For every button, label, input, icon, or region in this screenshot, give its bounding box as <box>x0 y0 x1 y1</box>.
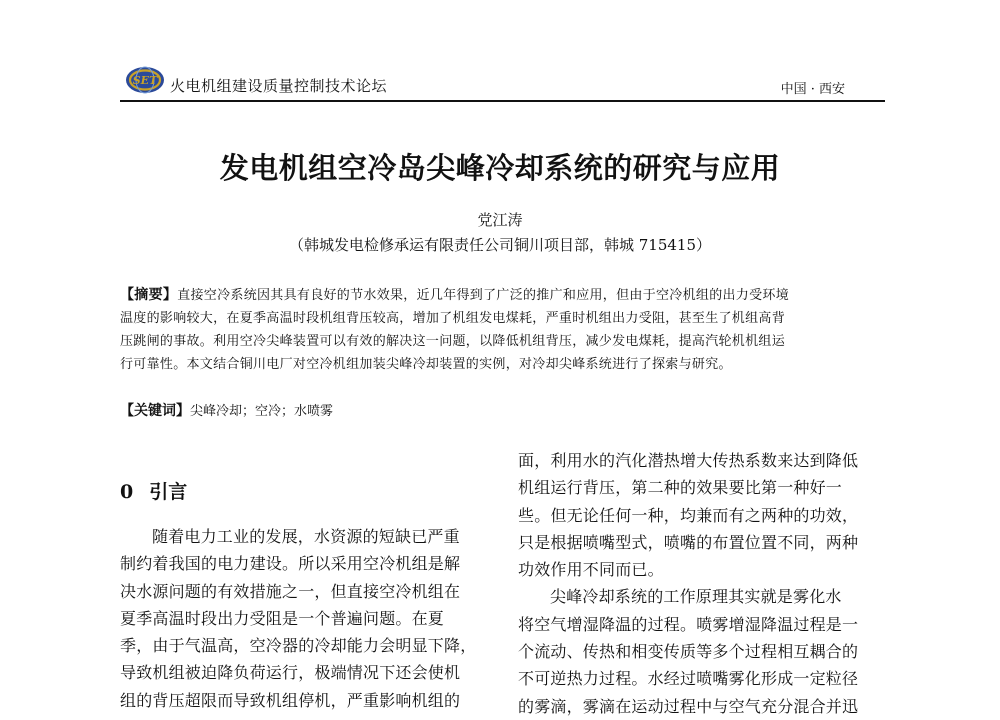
keywords <box>120 400 885 420</box>
body-line: 组的背压超限而导致机组停机，严重影响机组的 <box>120 690 461 710</box>
body-line: 制约着我国的电力建设。所以采用空冷机组是解 <box>120 554 461 574</box>
abstract-text: 直接空冷系统因其具有良好的节水效果，近几年得到了广泛的推广和应用，但由于空冷机组的出力受环境 <box>177 288 790 303</box>
section-number: 0 <box>120 481 134 503</box>
header-rule <box>120 100 885 102</box>
section-title: 引言 <box>149 481 188 503</box>
page-header <box>120 62 885 106</box>
body-line: 夏季高温时段出力受阻是一个普遍问题。在夏 <box>120 608 445 628</box>
author-name: 党江涛 <box>477 211 523 229</box>
abstract <box>120 284 885 376</box>
abstract-line: 温度的影响较大，在夏季高温时段机组背压较高，增加了机组发电煤耗，严重时机组出力受阻，甚至生了机组高背 <box>120 311 786 326</box>
body-line: 的雾滴，雾滴在运动过程中与空气充分混合并迅 <box>518 696 859 716</box>
right-column <box>518 447 883 720</box>
abstract-label: 【摘要】 <box>120 287 178 303</box>
body-line: 个流动、传热和相变传质等多个过程相互耦合的 <box>518 642 859 662</box>
conference-logo-icon <box>125 66 165 94</box>
svg-text:SET: SET <box>132 74 158 87</box>
body-line: 季，由于气温高，空冷器的冷却能力会明显下降， <box>120 636 477 656</box>
keywords-text: 尖峰冷却；空冷；水喷雾 <box>190 404 334 419</box>
section-heading <box>120 477 187 504</box>
body-line: 将空气增湿降温的过程。喷雾增湿降温过程是一 <box>518 614 859 634</box>
body-line: 只是根据喷嘴型式，喷嘴的布置位置不同，两种 <box>518 532 859 552</box>
abstract-line <box>120 284 885 307</box>
left-column <box>120 523 485 714</box>
paper-title: 发电机组空冷岛尖峰冷却系统的研究与应用 <box>219 151 781 185</box>
body-line: 导致机组被迫降负荷运行，极端情况下还会使机 <box>120 663 461 683</box>
abstract-line: 行可靠性。本文结合铜川电厂对空冷机组加装尖峰冷却装置的实例，对冷却尖峰系统进行了探索与研究。 <box>120 357 732 372</box>
body-line: 决水源问题的有效措施之一，但直接空冷机组在 <box>120 581 461 601</box>
body-line: 功效作用不同而已。 <box>518 560 664 580</box>
body-line: 机组运行背压，第二种的效果要比第一种好一 <box>518 478 843 498</box>
abstract-line: 压跳闸的事故。利用空冷尖峰装置可以有效的解决这一问题，以降低机组背压，减少发电煤耗，提高汽轮机机组运 <box>120 334 786 349</box>
body-line: 些。但无论任何一种，均兼而有之两种的功效， <box>518 505 859 525</box>
forum-name: 火电机组建设质量控制技术论坛 <box>170 77 388 95</box>
body-line: 尖峰冷却系统的工作原理其实就是雾化水 <box>550 587 842 607</box>
body-line: 随着电力工业的发展，水资源的短缺已严重 <box>152 527 460 546</box>
location-label: 中国 · 西安 <box>780 82 845 97</box>
author-affiliation: （韩城发电检修承运有限责任公司铜川项目部，韩城 715415） <box>288 236 712 254</box>
keywords-label: 【关键词】 <box>120 403 190 419</box>
body-line: 面，利用水的汽化潜热增大传热系数来达到降低 <box>518 451 859 470</box>
body-line: 不可逆热力过程。水经过喷嘴雾化形成一定粒径 <box>518 669 859 689</box>
